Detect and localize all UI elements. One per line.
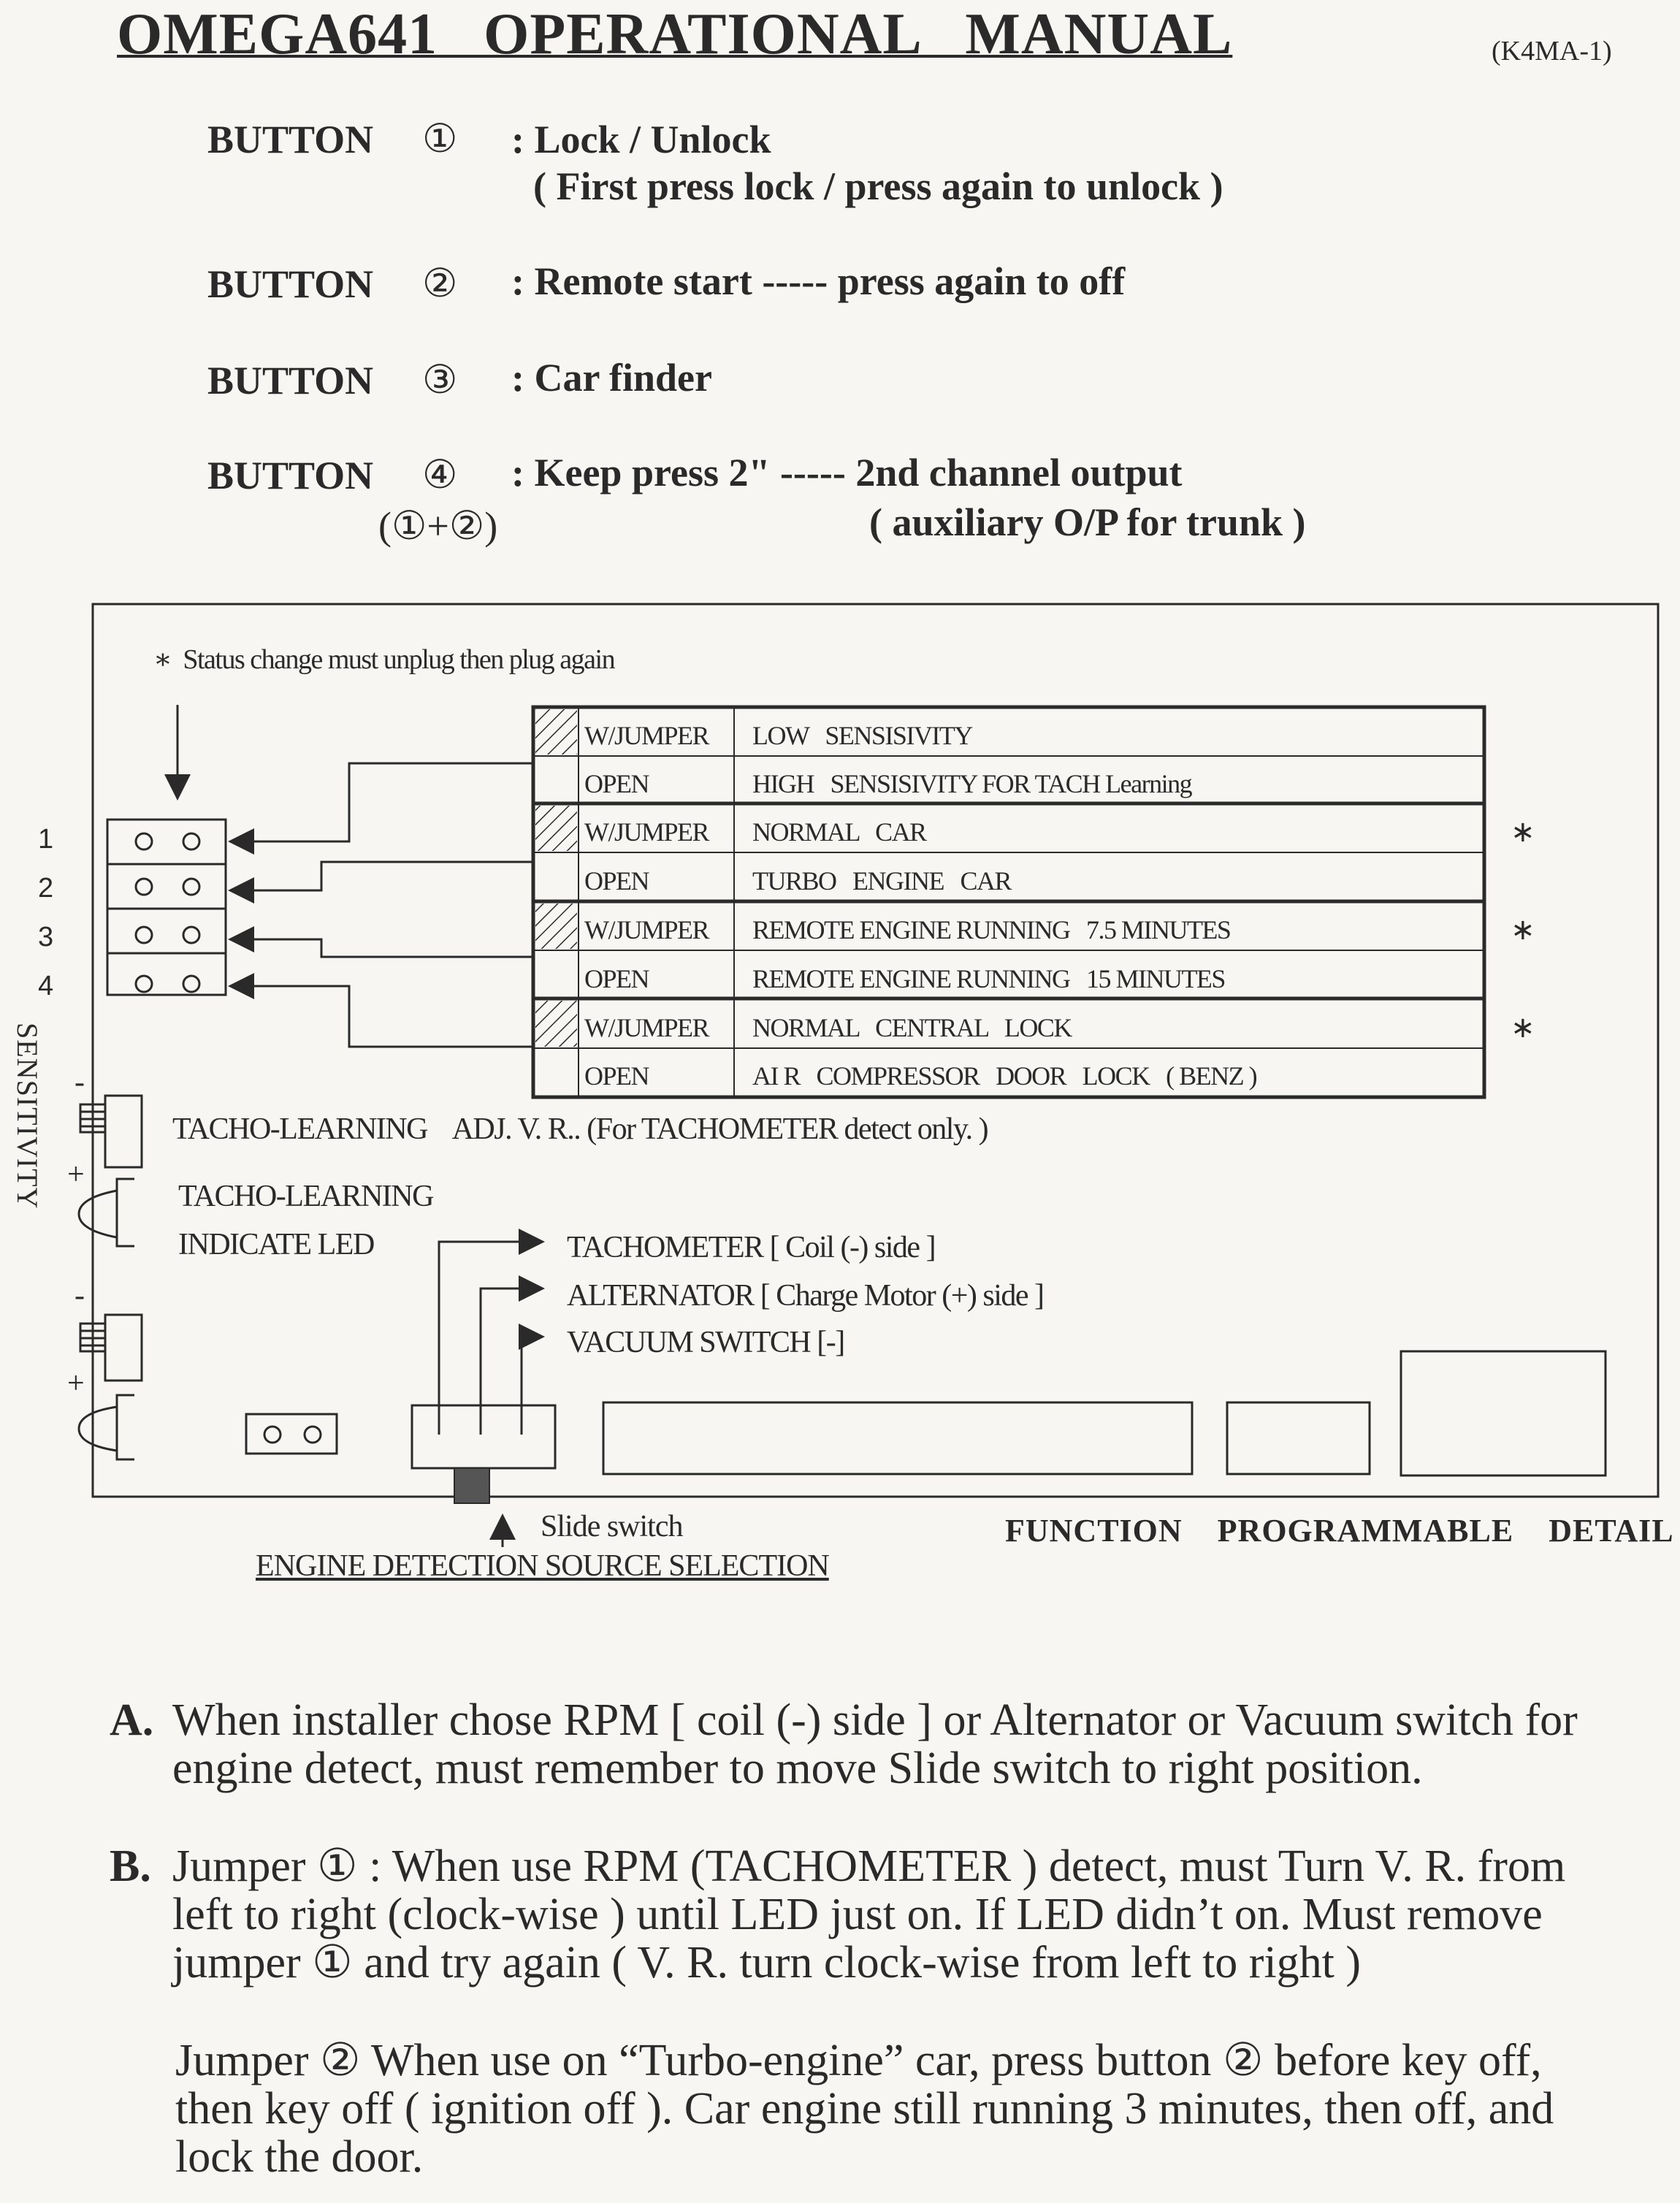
jumper-state-8: OPEN: [584, 1061, 649, 1091]
function-programmable-label: FUNCTION PROGRAMMABLE DETAIL: [1005, 1513, 1674, 1549]
source-tachometer: TACHOMETER [ Coil (-) side ]: [567, 1231, 936, 1264]
minus-sign-2: -: [75, 1279, 84, 1313]
tacho-vr-label: TACHO-LEARNING ADJ. V. R.. (For TACHOMETER detect only. ): [172, 1112, 988, 1146]
button-3-number: ③: [422, 358, 458, 402]
pin-label-2: 2: [38, 873, 54, 904]
note-a-text: When installer chose RPM [ coil (-) side ] or Alternator or Vacuum switch for engine detect, must remember to move Slide switch to right position.: [172, 1695, 1578, 1793]
jumper-state-1: W/JUMPER: [584, 721, 709, 750]
jumper-desc-1: LOW SENSISIVITY: [752, 721, 972, 750]
jumper-desc-4: TURBO ENGINE CAR: [752, 866, 1011, 896]
minus-sign-1: -: [75, 1066, 84, 1099]
plus-sign-1: +: [67, 1158, 84, 1191]
led-2: [79, 1395, 134, 1459]
note-b-text: Jumper ① : When use RPM (TACHOMETER ) detect, must Turn V. R. from left to right (clock-wise ) until LED just on. If LED didn’t on. Must remove jumper ① and try again ( V. R. turn clock-wise from left to right ): [172, 1841, 1566, 1988]
status-star-3: ∗: [1511, 1011, 1535, 1045]
jumper-desc-7: NORMAL CENTRAL LOCK: [752, 1013, 1072, 1042]
button-4-number: ④: [422, 453, 458, 497]
note-a-label: A.: [110, 1695, 154, 1745]
button-1-desc: : Lock / Unlock: [511, 118, 771, 161]
variable-resistor-1: [80, 1096, 142, 1167]
jumper-desc-8: AI R COMPRESSOR DOOR LOCK ( BENZ ): [752, 1061, 1257, 1091]
status-star-1: ∗: [1511, 815, 1535, 849]
two-pin-connector: [246, 1414, 337, 1454]
jumper-desc-3: NORMAL CAR: [752, 817, 926, 847]
tacho-led-label-2: INDICATE LED: [178, 1228, 374, 1261]
jumper-state-2: OPEN: [584, 769, 649, 798]
function-blocks: [603, 1351, 1605, 1475]
pin-label-3: 3: [38, 922, 54, 952]
slide-switch-label: Slide switch: [541, 1510, 683, 1543]
jumper-state-5: W/JUMPER: [584, 915, 709, 944]
button-2-number: ②: [422, 261, 458, 305]
sensitivity-label: SENSITIVITY: [11, 1023, 44, 1210]
button-4-sub: ( auxiliary O/P for trunk ): [869, 500, 1306, 544]
button-4-label: BUTTON: [207, 454, 374, 497]
slide-knob: [454, 1468, 489, 1503]
document-code: (K4MA-1): [1492, 36, 1612, 66]
status-note: ∗ Status change must unplug then plug again: [153, 644, 615, 675]
jumper-desc-6: REMOTE ENGINE RUNNING 15 MINUTES: [752, 964, 1225, 993]
button-1-number: ①: [422, 117, 458, 161]
plus-sign-2: +: [67, 1367, 84, 1400]
source-vacuum: VACUUM SWITCH [-]: [567, 1326, 844, 1359]
jumper-block: [107, 820, 226, 995]
jumper-desc-5: REMOTE ENGINE RUNNING 7.5 MINUTES: [752, 915, 1231, 944]
note-b2-text: Jumper ② When use on “Turbo-engine” car, press button ② before key off, then key off ( ignition off ). Car engine still running 3 minutes, then off, and lock the door.: [175, 2036, 1554, 2182]
button-4-combo: (①+②): [378, 504, 498, 548]
tacho-led-label-1: TACHO-LEARNING: [178, 1180, 433, 1213]
engine-detection-label: ENGINE DETECTION SOURCE SELECTION: [256, 1549, 829, 1583]
pin-label-1: 1: [38, 824, 54, 855]
jumper-state-4: OPEN: [584, 866, 649, 896]
button-1-label: BUTTON: [207, 118, 374, 161]
page-title: OMEGA641 OPERATIONAL MANUAL: [117, 2, 1233, 66]
button-3-desc: : Car finder: [511, 356, 712, 400]
pin-label-4: 4: [38, 971, 54, 1001]
jumper-state-7: W/JUMPER: [584, 1013, 709, 1042]
button-1-sub: ( First press lock / press again to unlock ): [533, 164, 1223, 208]
button-2-label: BUTTON: [207, 262, 374, 306]
jumper-state-6: OPEN: [584, 964, 649, 993]
jumper-state-3: W/JUMPER: [584, 817, 709, 847]
button-2-desc: : Remote start ----- press again to off: [511, 259, 1126, 303]
status-star-2: ∗: [1511, 913, 1535, 947]
jumper-desc-2: HIGH SENSISIVITY FOR TACH Learning: [752, 769, 1192, 798]
button-3-label: BUTTON: [207, 359, 374, 402]
variable-resistor-2: [80, 1315, 142, 1381]
note-b-label: B.: [110, 1841, 151, 1891]
led-1: [79, 1179, 134, 1246]
button-4-desc: : Keep press 2" ----- 2nd channel output: [511, 451, 1183, 495]
source-alternator: ALTERNATOR [ Charge Motor (+) side ]: [567, 1279, 1044, 1313]
hatch-cells: [535, 709, 577, 1047]
